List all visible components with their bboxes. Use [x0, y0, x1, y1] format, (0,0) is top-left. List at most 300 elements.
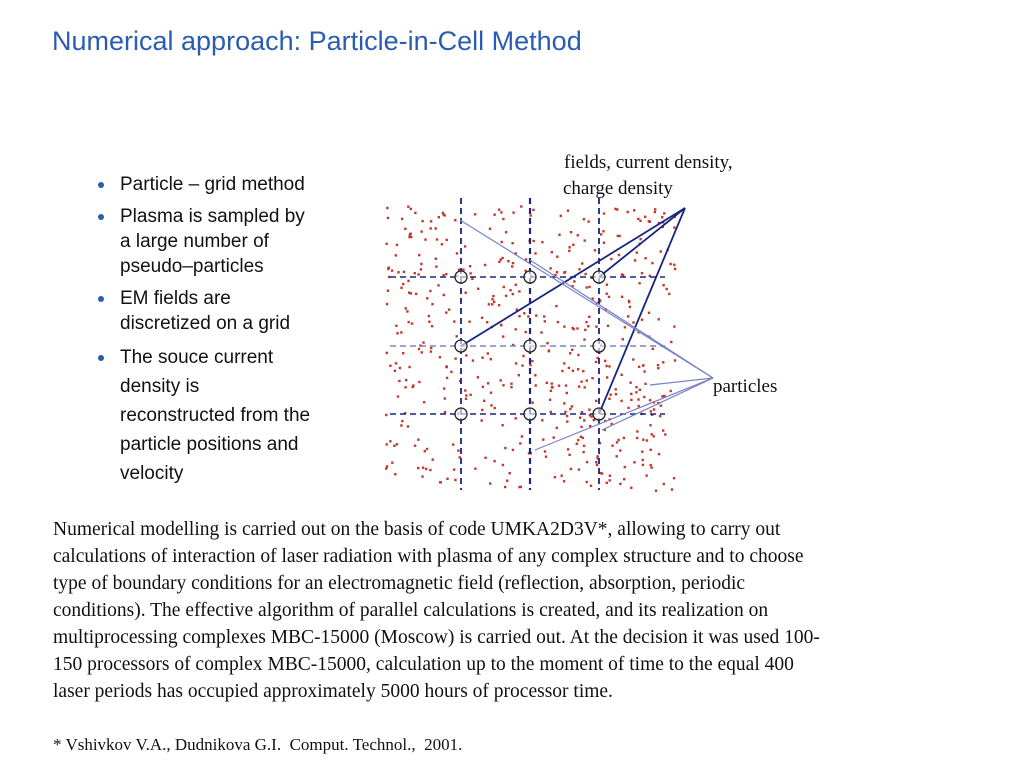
particle-dot [662, 284, 664, 286]
particle-dot [501, 424, 503, 426]
particle-dot [386, 352, 388, 354]
particle-dot [619, 449, 621, 451]
particle-dot [481, 419, 483, 421]
particle-dot [661, 216, 663, 218]
particle-dot [471, 278, 473, 280]
particle-dot [521, 364, 523, 366]
particle-dot [515, 284, 517, 286]
particle-dot [489, 482, 491, 484]
particle-dot [576, 327, 578, 329]
particle-dot [600, 233, 602, 235]
particle-dot [651, 262, 653, 264]
particle-dot [405, 307, 407, 309]
particle-dot [583, 419, 585, 421]
particle-dot [386, 303, 388, 305]
slide-title: Numerical approach: Particle-in-Cell Method [52, 26, 582, 56]
particle-dot [481, 357, 483, 359]
particle-dot [483, 400, 485, 402]
particle-dot [424, 450, 426, 452]
particle-dot [568, 246, 570, 248]
particle-dot [395, 254, 397, 256]
particle-dot [442, 212, 444, 214]
particle-dot [650, 449, 652, 451]
description-paragraph: Numerical modelling is carried out on the basis of code UMKA2D3V*, allowing to carry out calculations of interaction of laser radiation with plasma of any complex structure and to choose type of boundary conditions for an electromagnetic field (reflection, absorption, periodic conditions). The effective algorithm of parallel calculations is created, and its realization on multiprocessing complexes MBC-15000 (Moscow) is carried out. At the decision it was used 100- 150 processors of complex MBC-15000, calculation up to the moment of time to the equal 400 laser periods has occupied approximately 5000 hours of processor time. [53, 519, 820, 702]
particle-dot [583, 338, 585, 340]
particle-dot [561, 475, 563, 477]
particle-dot [615, 393, 617, 395]
particle-dot [584, 329, 586, 331]
particle-dot [435, 258, 437, 260]
fields-pointer-line [599, 208, 685, 277]
particle-dot [644, 216, 646, 218]
particle-dot [615, 388, 617, 390]
particle-dot [414, 445, 416, 447]
particle-dot [569, 408, 571, 410]
particle-dot [438, 216, 440, 218]
particle-dot [435, 265, 437, 267]
particle-dot [591, 377, 593, 379]
particle-dot [611, 445, 613, 447]
particle-dot [464, 389, 466, 391]
particle-dot [396, 244, 398, 246]
particle-dot [520, 205, 522, 207]
bullet-list [96, 172, 356, 495]
particle-dot [410, 236, 412, 238]
particle-dot [511, 265, 513, 267]
particle-dot [531, 360, 533, 362]
bullet-dot [98, 355, 104, 361]
particle-dot [652, 348, 654, 350]
particle-dot [618, 254, 620, 256]
particle-dot [385, 414, 387, 416]
particle-dot [566, 415, 568, 417]
particle-dot [627, 211, 629, 213]
particle-dot [521, 435, 523, 437]
particle-dot [489, 228, 491, 230]
particle-dot [563, 325, 565, 327]
particle-dot [617, 439, 619, 441]
particle-dot [397, 271, 399, 273]
particle-dot [548, 349, 550, 351]
particle-dot [608, 365, 610, 367]
particle-dot [655, 490, 657, 492]
particle-dot [616, 455, 618, 457]
particle-dot [429, 290, 431, 292]
particle-dot [441, 243, 443, 245]
particle-dot [411, 322, 413, 324]
particle-dot [498, 209, 500, 211]
particle-dot [418, 254, 420, 256]
particle-dot [624, 326, 626, 328]
particle-dot [649, 424, 651, 426]
particle-dot [577, 354, 579, 356]
particle-dot [569, 352, 571, 354]
particle-dot [581, 411, 583, 413]
particle-dot [504, 486, 506, 488]
particle-dot [634, 259, 636, 261]
particle-dot [580, 381, 582, 383]
particle-dot [534, 252, 536, 254]
particle-dot [418, 348, 420, 350]
particle-dot [430, 350, 432, 352]
particle-dot [580, 436, 582, 438]
particle-dot [563, 402, 565, 404]
grid-node [524, 340, 536, 352]
particle-dot [423, 401, 425, 403]
particle-dot [621, 273, 623, 275]
particle-dot [414, 212, 416, 214]
particle-dot [465, 398, 467, 400]
particles-pointer-line [460, 220, 713, 378]
particle-dot [535, 314, 537, 316]
particle-dot [673, 477, 675, 479]
particle-dot [435, 227, 437, 229]
particle-dot [420, 263, 422, 265]
particle-dot [541, 419, 543, 421]
particle-dot [594, 249, 596, 251]
particle-dot [535, 384, 537, 386]
particle-dot [493, 460, 495, 462]
particle-dot [642, 464, 644, 466]
particle-dot [570, 231, 572, 233]
particle-dot [481, 317, 483, 319]
particle-dot [444, 397, 446, 399]
particle-dot [610, 394, 612, 396]
particle-dot [605, 365, 607, 367]
particle-dot [426, 448, 428, 450]
particle-dot [653, 408, 655, 410]
particle-dot [404, 228, 406, 230]
particle-dot [650, 464, 652, 466]
particle-dot [571, 327, 573, 329]
particle-dot [621, 374, 623, 376]
particle-dot [630, 393, 632, 395]
grid-node [524, 408, 536, 420]
particle-dot [603, 242, 605, 244]
particle-dot [395, 325, 397, 327]
particle-dot [588, 316, 590, 318]
particle-dot [637, 218, 639, 220]
particle-dot [659, 415, 661, 417]
particle-dot [563, 362, 565, 364]
particle-dot [502, 335, 504, 337]
particle-dot [504, 447, 506, 449]
particle-dot [669, 263, 671, 265]
particle-dot [448, 308, 450, 310]
particle-dot [657, 364, 659, 366]
particle-dot [477, 376, 479, 378]
particle-dot [608, 296, 610, 298]
particle-dot [487, 382, 489, 384]
particle-dot [549, 399, 551, 401]
particle-dot [400, 331, 402, 333]
particle-dot [432, 458, 434, 460]
particle-dot [641, 272, 643, 274]
particle-dot [430, 347, 432, 349]
particle-dot [550, 390, 552, 392]
particle-dot [583, 445, 585, 447]
particle-dot [566, 392, 568, 394]
particle-dot [641, 451, 643, 453]
particle-dot [395, 362, 397, 364]
particle-dot [642, 459, 644, 461]
particle-dot [666, 288, 668, 290]
particle-dot [450, 371, 452, 373]
particle-dot [465, 354, 467, 356]
particle-dot [542, 438, 544, 440]
particle-dot [582, 370, 584, 372]
particle-dot [396, 443, 398, 445]
particle-dot [420, 230, 422, 232]
particle-dot [490, 404, 492, 406]
particle-dot [603, 212, 605, 214]
particle-dot [446, 239, 448, 241]
particle-dot [553, 436, 555, 438]
particle-dot [486, 321, 488, 323]
particle-dot [573, 280, 575, 282]
particle-dot [488, 303, 490, 305]
particle-dot [512, 262, 514, 264]
particle-dot [650, 410, 652, 412]
bullet-item [96, 343, 356, 488]
particle-dot [453, 468, 455, 470]
particle-dot [639, 220, 641, 222]
particle-dot [430, 227, 432, 229]
particle-dot [389, 365, 391, 367]
particle-dot [490, 358, 492, 360]
particle-dot [595, 400, 597, 402]
particle-dot [556, 427, 558, 429]
particle-dot [627, 315, 629, 317]
particle-dot [664, 433, 666, 435]
particle-dot [584, 239, 586, 241]
particle-dot [527, 315, 529, 317]
particle-dot [602, 230, 604, 232]
particle-dot [630, 399, 632, 401]
bullet-item [96, 286, 356, 336]
particle-dot [627, 407, 629, 409]
particle-dot [472, 359, 474, 361]
particle-dot [491, 298, 493, 300]
particle-dot [515, 362, 517, 364]
particle-dot [551, 382, 553, 384]
particle-dot [668, 293, 670, 295]
particle-dot [512, 449, 514, 451]
particle-dot [509, 472, 511, 474]
particle-dot [500, 211, 502, 213]
particle-dot [644, 257, 646, 259]
particle-dot [502, 464, 504, 466]
particle-dot [403, 271, 405, 273]
particle-dot [564, 271, 566, 273]
particle-dot [428, 321, 430, 323]
particle-dot [510, 383, 512, 385]
particle-dot [588, 409, 590, 411]
particle-dot [385, 243, 387, 245]
particle-dot [658, 318, 660, 320]
bullet-text: EM fields are discretized on a grid [120, 288, 291, 334]
particle-dot [484, 264, 486, 266]
particle-dot [515, 328, 517, 330]
particle-dot [407, 425, 409, 427]
particle-dot [493, 214, 495, 216]
grid-node [593, 271, 605, 283]
particle-dot [620, 400, 622, 402]
particle-dot [397, 395, 399, 397]
particle-dot [638, 282, 640, 284]
particle-dot [560, 215, 562, 217]
particle-dot [529, 364, 531, 366]
particle-dot [386, 207, 388, 209]
particle-dot [393, 445, 395, 447]
particle-dot [550, 411, 552, 413]
particle-dot [563, 480, 565, 482]
particle-dot [546, 342, 548, 344]
particle-dot [541, 241, 543, 243]
particle-dot [670, 390, 672, 392]
particle-dot [487, 352, 489, 354]
particle-dot [445, 365, 447, 367]
particle-dot [456, 252, 458, 254]
particle-dot [642, 439, 644, 441]
particle-dot [619, 483, 621, 485]
particle-dot [674, 268, 676, 270]
particle-dot [431, 325, 433, 327]
particle-dot [638, 405, 640, 407]
particle-dot [662, 429, 664, 431]
particle-dot [394, 473, 396, 475]
particle-dot [445, 311, 447, 313]
particle-dot [577, 368, 579, 370]
particle-dot [511, 242, 513, 244]
particle-dot [498, 304, 500, 306]
particle-dot [654, 208, 656, 210]
particle-dot [512, 211, 514, 213]
bullet-dot [98, 182, 104, 188]
particle-dot [586, 461, 588, 463]
particle-dot [583, 218, 585, 220]
reference-footnote: * Vshivkov V.A., Dudnikova G.I. Comput. Technol., 2001. [53, 735, 463, 754]
particle-dot [660, 250, 662, 252]
particle-dot [505, 231, 507, 233]
particle-dot [491, 303, 493, 305]
particle-dot [556, 256, 558, 258]
particle-dot [420, 268, 422, 270]
particle-dot [452, 443, 454, 445]
particle-dot [571, 405, 573, 407]
grid-node [455, 271, 467, 283]
particle-dot [484, 457, 486, 459]
particle-dot [586, 481, 588, 483]
particle-dot [623, 478, 625, 480]
particle-dot [407, 280, 409, 282]
particle-dot [518, 486, 520, 488]
particle-dot [519, 442, 521, 444]
particle-dot [661, 395, 663, 397]
particle-dot [422, 467, 424, 469]
particle-dot [474, 213, 476, 215]
grid-node [455, 408, 467, 420]
particle-dot [629, 306, 631, 308]
particle-dot [494, 407, 496, 409]
particle-dot [428, 315, 430, 317]
particle-dot [577, 439, 579, 441]
particle-dot [457, 449, 459, 451]
particle-dot [509, 289, 511, 291]
particle-dot [386, 443, 388, 445]
particle-dot [609, 479, 611, 481]
particle-dot [567, 448, 569, 450]
particle-dot [391, 462, 393, 464]
particles-pointer-line [602, 378, 713, 430]
particle-dot [410, 208, 412, 210]
bullet-text: Particle – grid method [120, 174, 305, 195]
particle-dot [501, 241, 503, 243]
particle-dot [651, 433, 653, 435]
particle-dot [645, 474, 647, 476]
particle-dot [638, 366, 640, 368]
particle-dot [660, 405, 662, 407]
particle-dot [629, 382, 631, 384]
particle-dot [506, 480, 508, 482]
particle-dot [544, 320, 546, 322]
particle-dot [417, 439, 419, 441]
particle-dot [621, 296, 623, 298]
particle-dot [639, 238, 641, 240]
particle-dot [564, 411, 566, 413]
particle-dot [606, 482, 608, 484]
particle-dot [525, 331, 527, 333]
particle-dot [608, 398, 610, 400]
particle-dot [481, 409, 483, 411]
particle-dot [561, 370, 563, 372]
particle-dot [445, 273, 447, 275]
particle-dot [474, 468, 476, 470]
particle-dot [406, 310, 408, 312]
particle-dot [556, 271, 558, 273]
particle-dot [446, 377, 448, 379]
particle-dot [387, 290, 389, 292]
particle-dot [465, 394, 467, 396]
particle-dot [469, 265, 471, 267]
particle-dot [595, 326, 597, 328]
particle-dot [646, 439, 648, 441]
particle-dot [558, 385, 560, 387]
particle-dot [425, 468, 427, 470]
particle-dot [454, 357, 456, 359]
particle-dot [518, 290, 520, 292]
bullet-text: Plasma is sampled by a large number of pseudo–particles [120, 206, 305, 277]
particle-dot [512, 293, 514, 295]
particle-dot [590, 485, 592, 487]
particle-dot [544, 450, 546, 452]
particle-dot [604, 360, 606, 362]
particle-dot [671, 488, 673, 490]
particle-dot [586, 286, 588, 288]
particle-dot [532, 209, 534, 211]
particle-dot [636, 251, 638, 253]
particle-dot [417, 467, 419, 469]
particle-dot [670, 341, 672, 343]
particle-dot [426, 297, 428, 299]
particle-dot [503, 286, 505, 288]
particle-dot [391, 269, 393, 271]
particle-dot [593, 419, 595, 421]
particle-dot [421, 220, 423, 222]
particle-dot [549, 267, 551, 269]
particle-dot [624, 466, 626, 468]
particle-dot [673, 226, 675, 228]
